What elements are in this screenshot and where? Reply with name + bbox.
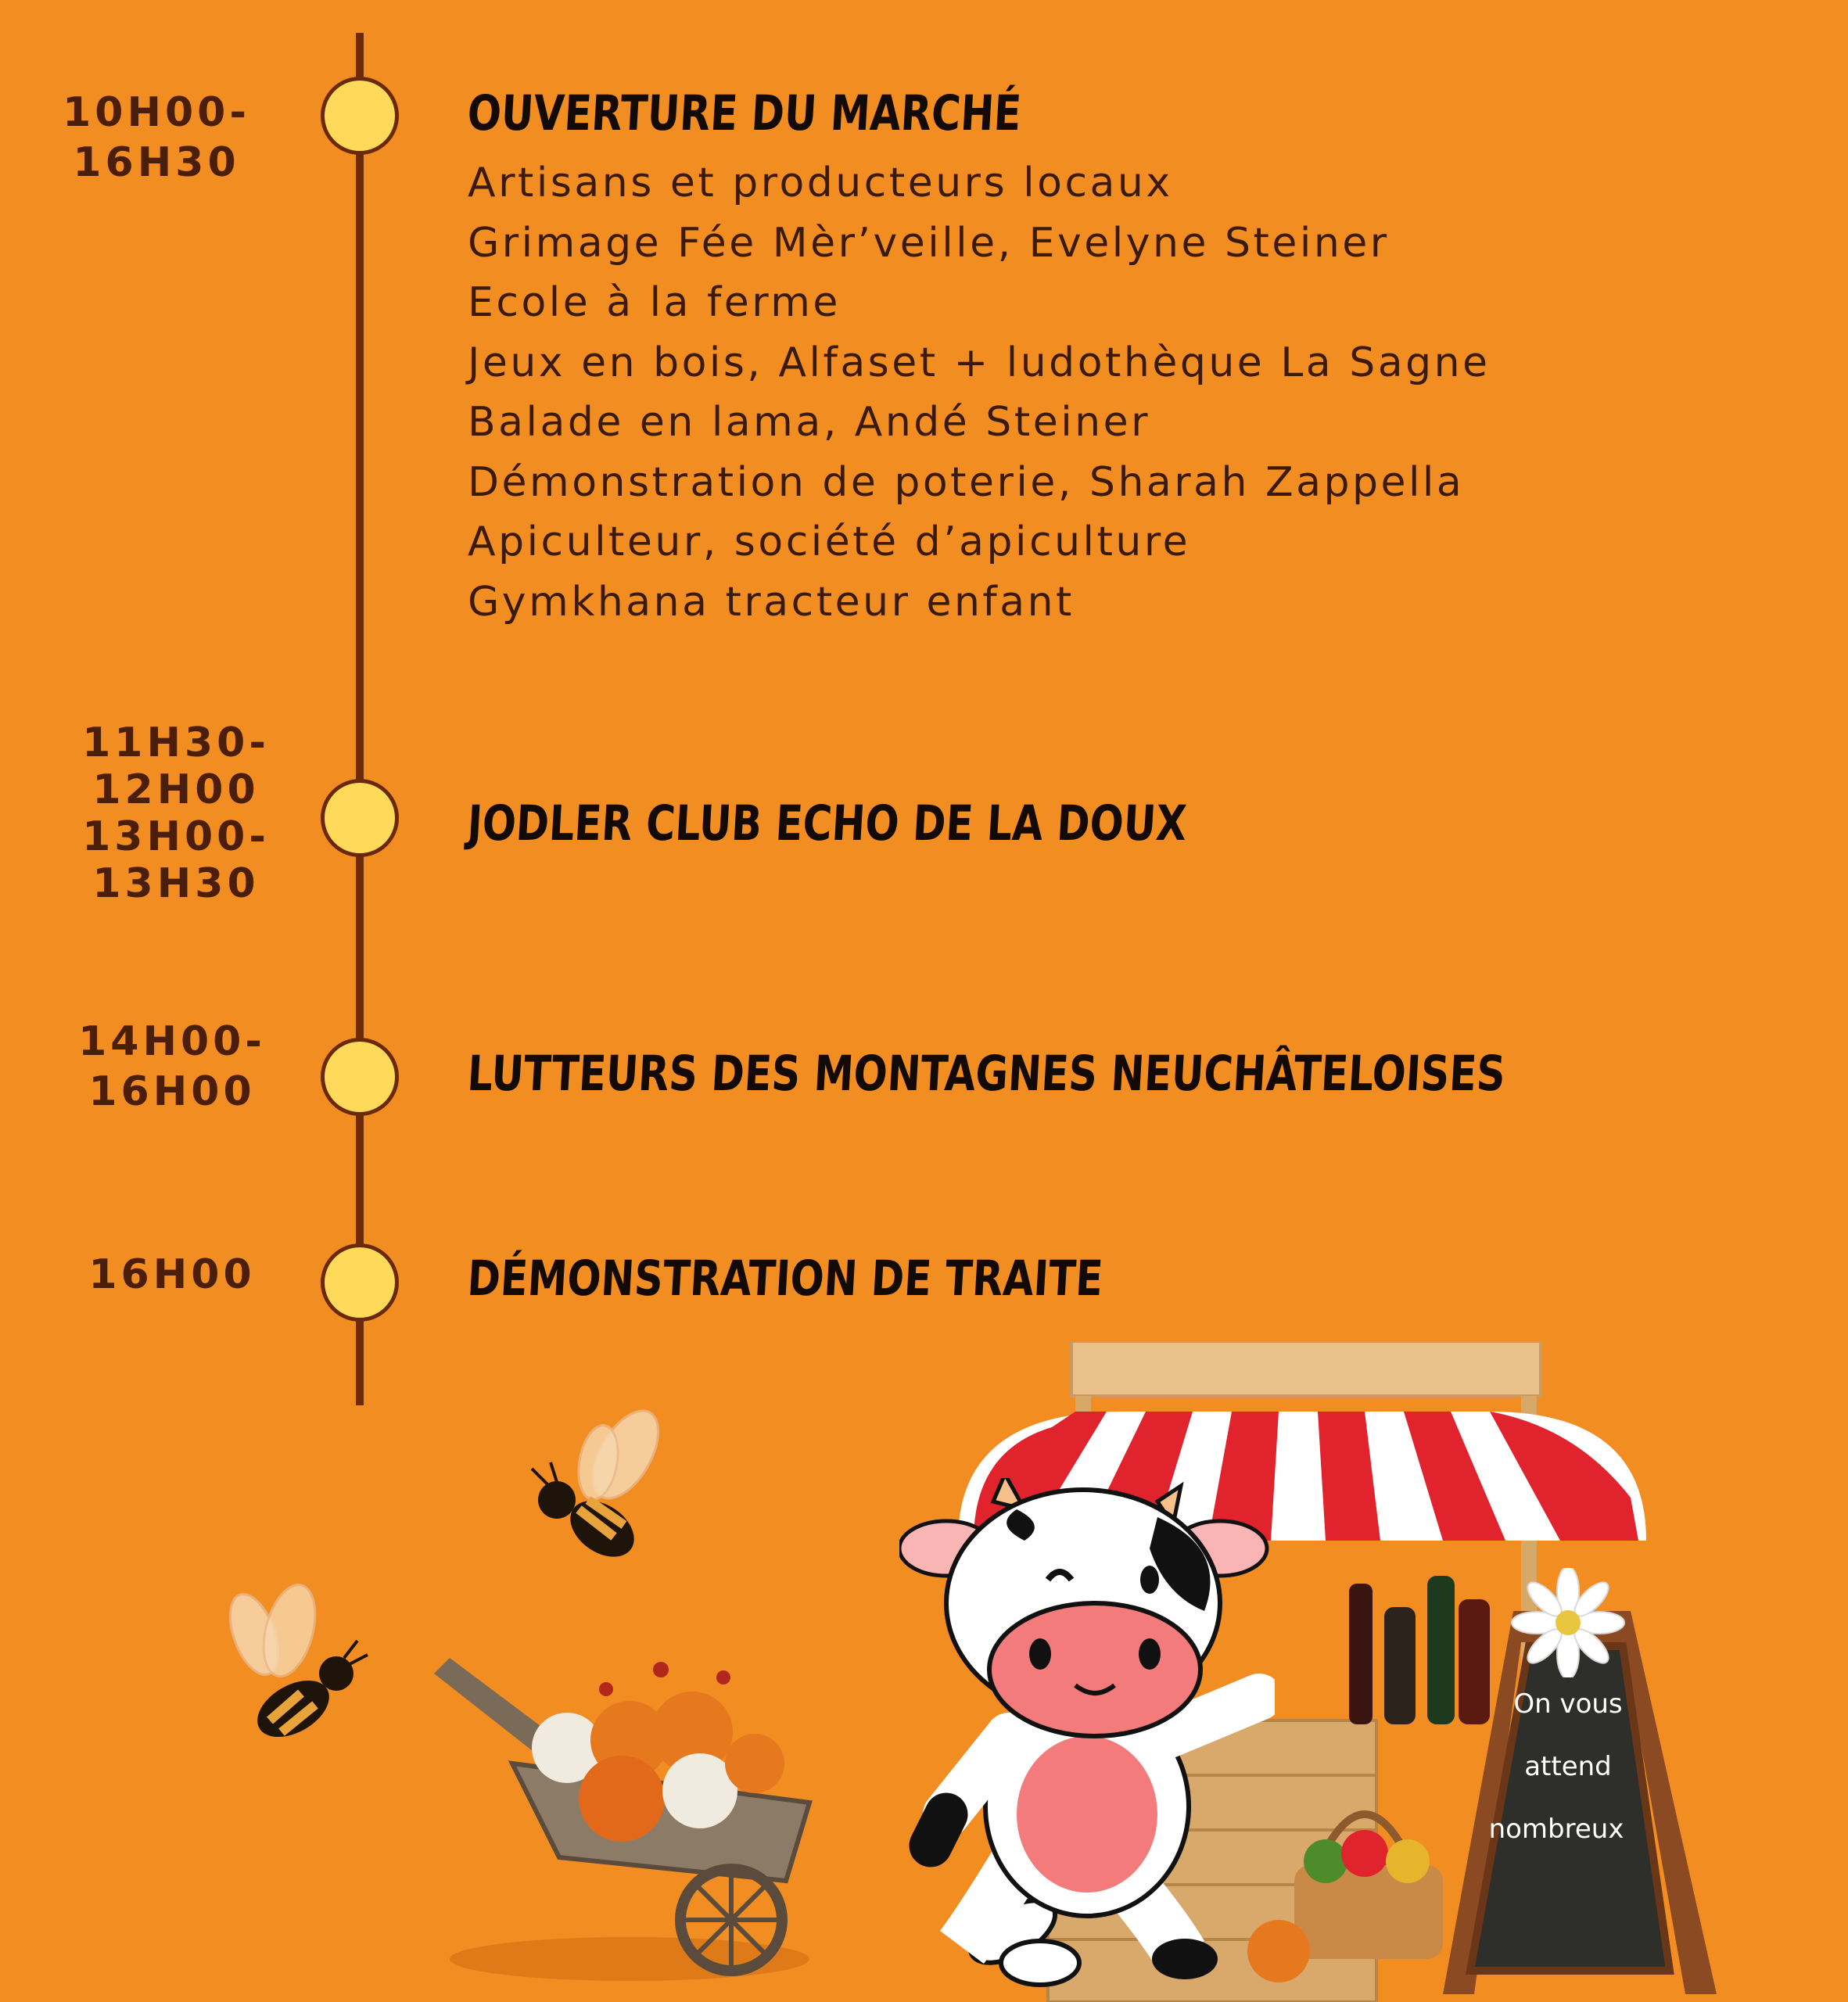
event-time-line: 11H30- bbox=[82, 719, 270, 766]
event-title: DÉMONSTRATION DE TRAITE bbox=[465, 1250, 1105, 1307]
edelweiss-icon bbox=[1509, 1568, 1627, 1677]
sign-text: attend bbox=[1524, 1751, 1612, 1782]
activity-list bbox=[468, 153, 1491, 632]
event-time-line: 13H00- bbox=[82, 813, 270, 860]
activity-item: Apiculteur, société d’apiculture bbox=[468, 518, 1191, 565]
event-time-line: 10H00- bbox=[63, 89, 250, 136]
activity-item: Démonstration de poterie, Sharah Zappella bbox=[468, 458, 1465, 506]
event-time-line: 16H30 bbox=[73, 139, 240, 186]
timeline-dot bbox=[321, 779, 399, 857]
timeline-dot bbox=[321, 1243, 399, 1322]
activity-item: Balade en lama, Andé Steiner bbox=[468, 399, 1150, 446]
bee-icon bbox=[223, 1580, 371, 1752]
event-time bbox=[47, 88, 266, 188]
event-title: LUTTEURS DES MONTAGNES NEUCHÂTELOISES bbox=[465, 1045, 1507, 1102]
cow-mascot-icon bbox=[899, 1478, 1275, 2002]
event-time-line: 14H00- bbox=[78, 1018, 266, 1065]
event-title: JODLER CLUB ECHO DE LA DOUX bbox=[465, 795, 1189, 852]
activity-item: Ecole à la ferme bbox=[468, 279, 841, 326]
timeline-dot bbox=[321, 77, 399, 155]
event-time-line: 13H30 bbox=[92, 860, 260, 907]
activity-item: Gymkhana tracteur enfant bbox=[468, 578, 1075, 626]
timeline-dot bbox=[321, 1038, 399, 1116]
event-time bbox=[78, 1250, 266, 1300]
activity-item: Grimage Fée Mèr’veille, Evelyne Steiner bbox=[468, 219, 1390, 267]
event-title: OUVERTURE DU MARCHÉ bbox=[465, 84, 1023, 142]
event-time bbox=[66, 1017, 278, 1117]
wheelbarrow-pumpkins-icon bbox=[426, 1623, 833, 1986]
event-time-line: 16H00 bbox=[88, 1068, 256, 1115]
activity-item: Jeux en bois, Alfaset + ludothèque La Sagne bbox=[468, 339, 1491, 386]
event-time-line: 12H00 bbox=[92, 766, 260, 813]
event-time bbox=[70, 719, 282, 907]
sign-text: On vous bbox=[1513, 1688, 1623, 1720]
event-time-line: 16H00 bbox=[88, 1251, 256, 1298]
timeline-line bbox=[356, 33, 364, 1405]
sign-text: nombreux bbox=[1488, 1814, 1624, 1845]
bee-icon bbox=[516, 1408, 673, 1580]
activity-item: Artisans et producteurs locaux bbox=[468, 160, 1173, 206]
